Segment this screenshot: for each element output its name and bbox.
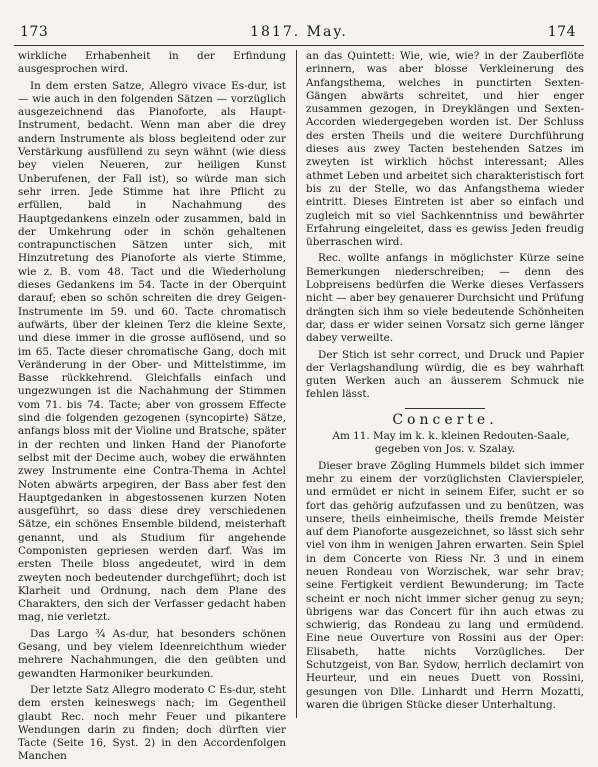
concert-date-line: Am 11. May im k. k. kleinen Redouten-Saale, gegeben von Jos. v. Szalay.: [332, 430, 570, 456]
paragraph: Das Largo ¾ As-dur, hat besonders schönen Gesang, und bey vielem Ideenreichthum wieder mehrere Nachahmungen, die den geübten und gewandten Harmoniker beurkunden.: [18, 627, 286, 680]
header-title: 1817. May.: [250, 24, 348, 40]
running-header: [14, 24, 584, 44]
header-rule: [14, 45, 584, 46]
paragraph: wirkliche Erhabenheit in der Erfindung ausgesprochen wird.: [18, 50, 286, 76]
page-number-left: 173: [20, 24, 49, 40]
paragraph: Rec. wollte anfangs in möglichster Kürze seine Bemerkungen niederschreiben; — denn des Lobpreisens bedürfen die Werke dieses Verfassers nicht — aber bey genauerer Durchsicht und Prüfung drängten sich ihm so viele bedeutende Schönheiten dar, dass er wider seinen Vorsatz sich gerne länger dabey verweilte.: [306, 252, 584, 345]
paragraph: Dieser brave Zögling Hummels bildet sich immer mehr zu einem der vorzüglichsten Clavierspieler, und ermüdet er nicht in seinem Eifer, sucht er so fort das gehörig aufzufassen und zu benützen, was unsere, theils einheimische, theils fremde Meister auf dem Pianoforte ausgezeichnet, so lässt sich sehr viel von ihm in wenigen Jahren erwarten. Sein Spiel in dem Concerte von Riess Nr. 3 und in einem neuen Rondeau von Worzischek, war sehr brav; seine Fertigkeit verdient Bewunderung; im Tacte scheint er noch nicht immer sicher genug zu seyn; übrigens war das Concert für ihn auch etwas zu schwierig, das Rondeau zu lang und ermüdend. Eine neue Ouverture von Rossini aus der Oper: Elisabeth, hatte nichts Vorzügliches. Der Schutzgeist, von Bar. Sydow, herrlich declamirt von Heurteur, und ein neues Duett von Rossini, gesungen von Dlle. Linhardt und Herrn Mozatti, waren die übrigen Stücke dieser Unterhaltung.: [306, 459, 584, 711]
paragraph: an das Quintett: Wie, wie, wie? in der Zauberflöte erinnern, was aber blosse Verkleinerung des Anfangsthema, welches in punctirten Sexten-Gängen abwärts schreitet, und hier enger zusammen gezogen, in Dreyklängen und Sexten-Accorden wiedergegeben worden ist. Der Schluss des ersten Theils und die weitere Durchführung dieses aus zwey Tacten bestehenden Satzes im zweyten ist wirklich höchst interessant; Alles athmet Leben und arbeitet sich charakteristisch fort bis zu der Stelle, wo das Anfangsthema wieder eintritt. Dieses Eintreten ist aber so einfach und zugleich mit so viel Sachkenntniss und bewährter Erfahrung eingeleitet, dass es gewiss Jeden freudig überraschen wird.: [306, 50, 584, 249]
left-column: [18, 50, 286, 767]
paragraph: In dem ersten Satze, Allegro vivace Es-dur, ist — wie auch in den folgenden Sätzen — vorzüglich ausgezeichnend das Pianoforte, als Haupt-Instrument, bedacht. Wenn man aber die drey andern Instrumente als bloss begleitend oder zur Verstärkung ausfüllend zu seyn wähnt (wie diess bey vielen Neueren, zur heiligen Kunst Unberufenen, der Fall ist), so würde man sich sehr irren. Jede Stimme hat ihre Pflicht zu erfüllen, bald in Nachahmung des Hauptgedankens einzeln oder zusammen, bald in der Umkehrung oder in schön gehaltenen contrapunctischen Sätzen unter sich, mit Hinzutretung des Pianoforte als vierte Stimme, wie z. B. vom 48. Tact und die Wiederholung dieses Gedankens im 54. Tacte in der Oberquint darauf; eben so schön schreiten die drey Geigen-Instrumente im 59. und 60. Tacte chromatisch aufwärts, über der kleinen Terz die kleine Sexte, und diese immer in die grosse auflösend, und so im 65. Tacte dieser chromatische Gang, doch mit Veränderung in der Ober- und Mittelstimme, im Basse rückkehrend. Gleichfalls einfach und ungezwungen ist die Nachahmung der Stimmen vom 71. bis 74. Tacte; aber von grossem Effecte sind die folgenden gezogenen (syncopirte) Sätze, anfangs bloss mit der Violine und Bratsche, später in der rechten und linken Hand der Pianoforte selbst mit der Decime auch, wobey die erwähnten zwey Instrumente eine Contra-Thema in Achtel Noten abwärts arpegiren, der Bass aber fest den Hauptgedanken in abgestossenen kurzen Noten ausgeführt, so dass diese drey verschiedenen Sätze, ein schönes Ensemble bildend, meisterhaft genannt, und als Studium für angehende Componisten gepriesen werden darf. Was im ersten Theile bloss angedeutet, wird in dem zweyten noch bedeutender durchgeführt; doch ist Klarheit und Ordnung, nach dem Plane des Charakters, den sich der Verfasser gedacht haben mag, nie verletzt.: [18, 79, 286, 624]
paragraph: Der letzte Satz Allegro moderato C Es-dur, steht dem ersten keineswegs nach; im Gegentheil glaubt Rec. noch mehr Feuer und pikantere Wendungen darin zu finden; doch dürften vier Tacte (Seite 16, Syst. 2) in den Accordenfolgen Manchen: [18, 683, 286, 763]
paragraph: Der Stich ist sehr correct, und Druck und Papier der Verlagshandlung würdig, die es bey wahrhaft guten Werken auch an äusserem Schmuck nie fehlen lässt.: [306, 348, 584, 401]
right-column: [306, 50, 584, 715]
column-divider: [296, 50, 297, 718]
page-number-right: 174: [547, 24, 576, 40]
section-heading: Concerte.: [392, 411, 498, 428]
section-rule: [405, 408, 485, 409]
